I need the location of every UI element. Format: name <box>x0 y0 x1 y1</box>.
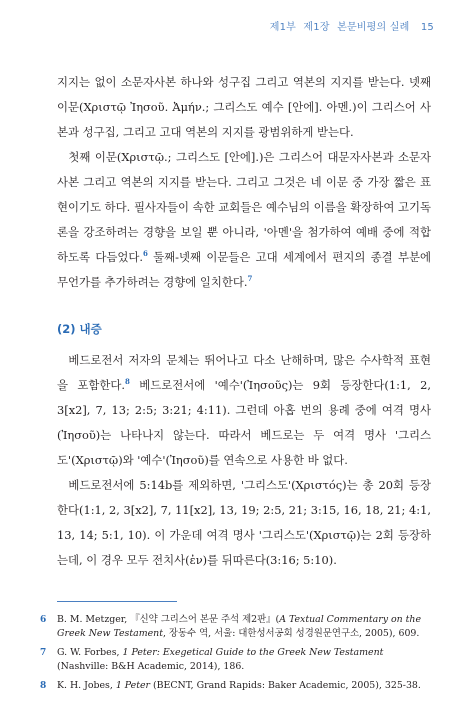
footnote-text: (Nashville: B&H Academic, 2014), 186. <box>57 661 245 672</box>
footnote-6 <box>40 613 437 641</box>
footnote-7 <box>40 646 437 674</box>
paragraph-2-text-b: 둘째-넷째 이문들은 고대 세계에서 편지의 종결 부분에 무언가를 추가하려는 경향에 일치한다. <box>57 250 431 289</box>
footnote-ref-8[interactable]: 8 <box>124 377 130 387</box>
paragraph-2-text-a: 첫째 이문(Χριστῷ.; 그리스도 [안에].)은 그리스어 대문자사본과 소문자사본 그리고 역본의 지지를 받는다. 그리고 그것은 네 이문 중 가장 짧은 표현이기도 하다. 필사자들이 속한 교회들은 예수님의 이름을 확장하여 고기독론을 강조하려는 경향을 보일 뿐 아니라, '아멘'을 첨가하여 예배 중에 적합하도록 다듬었다. <box>57 150 431 264</box>
paragraph-3 <box>57 348 431 473</box>
footnote-ref-7[interactable]: 7 <box>247 274 253 284</box>
header-part: 제1부 <box>269 22 296 33</box>
header-title: 본문비평의 실례 <box>337 22 410 33</box>
paragraph-2 <box>57 145 431 295</box>
footnote-ref-6[interactable]: 6 <box>142 249 148 259</box>
footnote-title: 1 Peter <box>115 680 151 691</box>
header-chapter: 제1장 <box>303 22 330 33</box>
running-header <box>266 18 434 33</box>
footnote-text: K. H. Jobes, <box>57 680 116 691</box>
paragraph-1: 지지는 없이 소문자사본 하나와 성구집 그리고 역본의 지지를 받는다. 넷째 이문(Χριστῷ Ἰησοῦ. Ἀμήν.; 그리스도 예수 [안에]. 아멘.)이 그리스어 사본과 성구집, 그리고 고대 역본의 지지를 광범위하게 받는다. <box>57 75 431 139</box>
footnote-text: (BECNT, Grand Rapids: Baker Academic, 2005), 325-38. <box>150 680 421 691</box>
footnote-number: 6 <box>40 615 47 625</box>
footnotes <box>40 613 437 698</box>
main-text <box>57 70 431 573</box>
footnote-divider <box>57 601 177 602</box>
footnote-number: 7 <box>40 648 47 658</box>
page-number: 15 <box>420 22 434 33</box>
footnote-text: B. M. Metzger, 『신약 그리스어 본문 주석 제2판』( <box>57 614 280 625</box>
footnote-8 <box>40 679 437 693</box>
paragraph-4: 베드로전서에 5:14b를 제외하면, '그리스도'(Χριστός)는 총 20회 등장한다(1:1, 2, 3[x2], 7, 11[x2], 13, 19; 2:5, 21; 3:15, 16, 18, 21; 4:1, 13, 14; 5:1, 10). 이 가운데 여격 명사 '그리스도'(Χριστῷ)는 2회 등장하는데, 이 경우 모두 전치사(ἐν)를 뒤따른다(3:16; 5:10). <box>57 478 431 567</box>
paragraph-3-text-a: 베드로전서 저자의 문체는 뛰어나고 다소 난해하며, 많은 수사학적 표현을 포함한다. <box>57 353 431 392</box>
footnote-text: G. W. Forbes, <box>57 647 123 658</box>
footnote-title: 1 Peter: Exegetical Guide to the Greek New Testament <box>122 647 384 658</box>
paragraph-3-text-b: 베드로전서에 '예수'(Ἰησοῦς)는 9회 등장한다(1:1, 2, 3[x2], 7, 13; 2:5; 3:21; 4:11). 그런데 아홉 번의 용례 중에 여격 명사(Ἰησοῦ)는 나타나지 않는다. 따라서 베드로는 두 여격 명사 '그리스도'(Χριστῷ)와 '예수'(Ἰησοῦ)를 연속으로 사용한 바 없다. <box>57 378 431 467</box>
footnote-number: 8 <box>40 681 47 691</box>
footnote-text: , 장동수 역, 서울: 대한성서공회 성경원문연구소, 2005), 609. <box>162 628 420 639</box>
footnote-title: A Textual Commentary on the Greek New Testament <box>57 614 421 639</box>
section-heading: (2) 내증 <box>57 322 102 336</box>
